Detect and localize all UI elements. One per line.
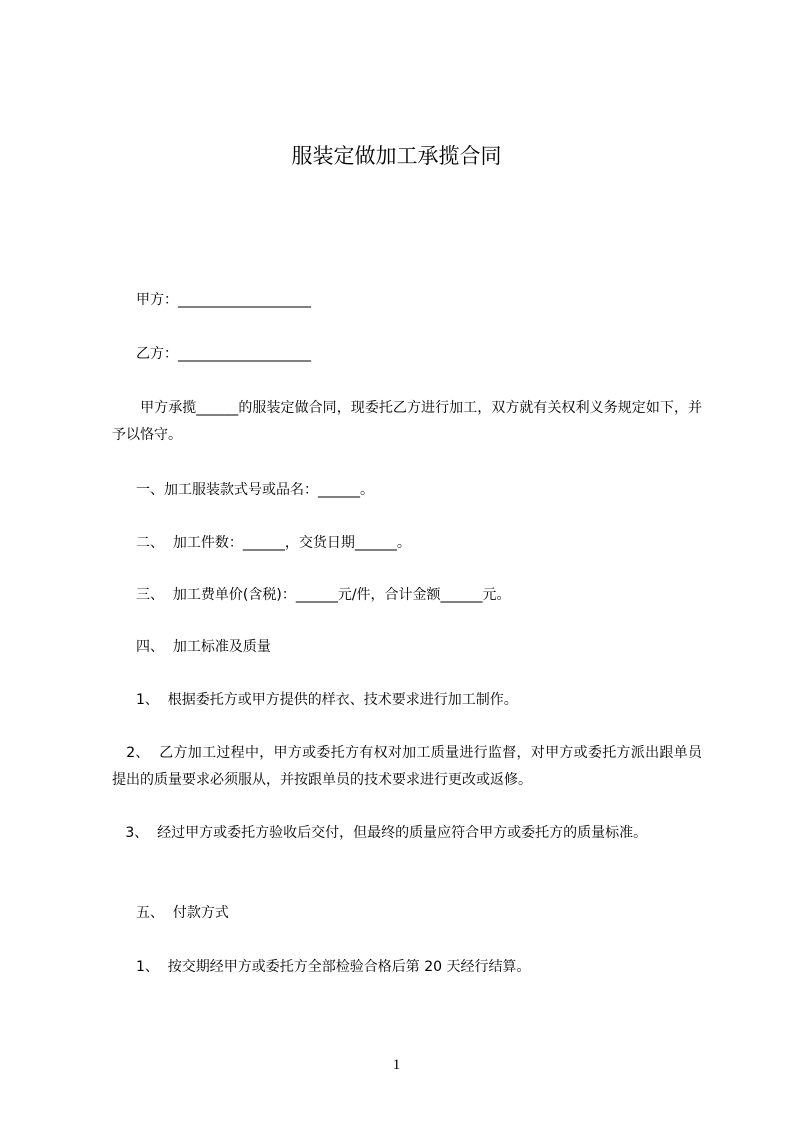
clause-1: 一、加工服装款式号或品名：______。 [136, 482, 374, 498]
clause-4-item-3: 3、 经过甲方或委托方验收后交付，但最终的质量应符合甲方或委托方的质量标准。 [112, 825, 648, 841]
clause-5-item-1: 1、 按交期经甲方或委托方全部检验合格后第 20 天经行结算。 [136, 959, 531, 975]
clause-2: 二、 加工件数：______，交货日期______。 [136, 535, 411, 551]
document-title: 服装定做加工承揽合同 [291, 144, 502, 168]
intro-paragraph: 甲方承揽______的服装定做合同，现委托乙方进行加工，双方就有关权利义务规定如下，并予以恪守。 [112, 400, 702, 443]
party-a-line: 甲方：___________________ [136, 292, 311, 308]
clause-5-heading: 五、 付款方式 [136, 905, 229, 921]
clause-4-item-1: 1、 根据委托方或甲方提供的样衣、技术要求进行加工制作。 [136, 692, 518, 708]
party-b-line: 乙方：___________________ [136, 346, 311, 362]
page-number: 1 [392, 1057, 401, 1073]
clause-3: 三、 加工费单价(含税)：______元/件，合计金额______元。 [136, 587, 511, 603]
clause-4-item-2: 2、 乙方加工过程中，甲方或委托方有权对加工质量进行监督，对甲方或委托方派出跟单员提出的质量要求必须服从，并按跟单员的技术要求进行更改或返修。 [112, 745, 702, 788]
clause-4-heading: 四、 加工标准及质量 [136, 639, 271, 655]
